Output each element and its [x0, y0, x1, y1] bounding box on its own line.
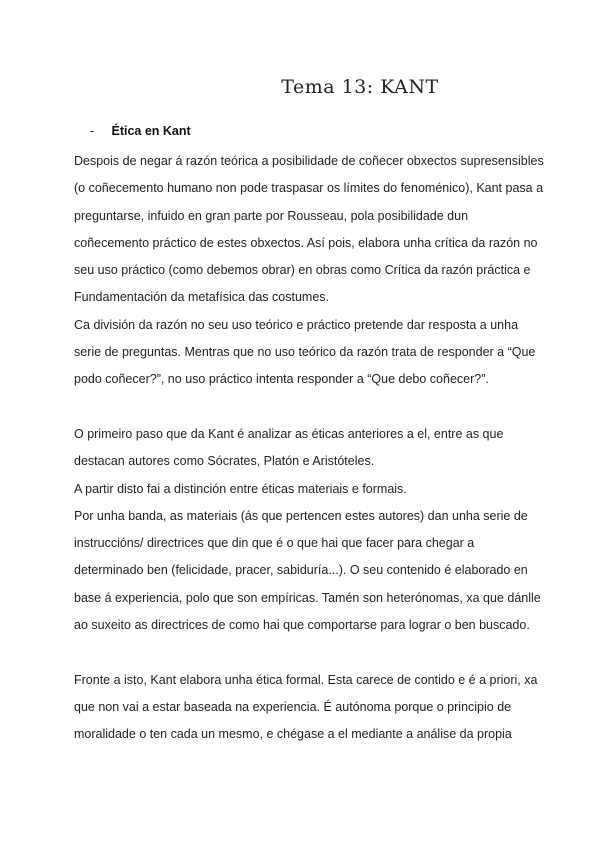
text-line: O primeiro paso que da Kant é analizar as éticas anteriores a el, entre as que	[74, 426, 504, 441]
paragraph-gap	[74, 394, 544, 421]
section-heading	[90, 124, 191, 138]
bullet-dash: -	[90, 124, 95, 138]
section-heading-text: Ética en Kant	[111, 124, 191, 138]
body-text	[74, 148, 544, 749]
text-line: serie de preguntas. Mentras que no uso teórico da razón trata de responder a “Que	[74, 345, 536, 360]
text-line: determinado ben (felicidade, pracer, sabiduría...). O seu contenido é elaborado en	[74, 563, 528, 578]
text-line: destacan autores como Sócrates, Platón e Aristóteles.	[74, 454, 375, 469]
text-line: Despois de negar á razón teórica a posibilidade de coñecer obxectos supresensibles	[74, 154, 544, 168]
text-line: podo coñecer?”, no uso práctico intenta responder a “Que debo coñecer?”.	[74, 372, 489, 387]
text-line: coñecemento práctico de estes obxectos. Así pois, elabora unha crítica da razón no	[74, 235, 538, 250]
text-line: que non vai a estar baseada na experiencia. É autónoma porque o principio de	[74, 699, 512, 714]
text-line: A partir disto fai a distinción entre éticas materiais e formais.	[74, 481, 407, 496]
text-line: instruccións/ directrices que din que é o que hai que facer para chegar a	[74, 536, 475, 551]
text-line: Por unha banda, as materiais (ás que pertencen estes autores) dan unha serie de	[74, 508, 528, 523]
text-line: Ca división da razón no seu uso teórico e práctico pretende dar resposta a unha	[74, 317, 519, 332]
text-line: base á experiencia, polo que son empíricas. Tamén son heterónomas, xa que dánlle	[74, 590, 541, 605]
text-line: (o coñecemento humano non pode traspasar os límites do fenoménico), Kant pasa a	[74, 181, 544, 196]
page-title: Tema 13: KANT	[281, 76, 439, 98]
text-line: moralidade o ten cada un mesmo, e chégase a el mediante a análise da propia	[74, 727, 512, 742]
text-line: preguntarse, infuido en gran parte por Rousseau, pola posibilidade dun	[74, 208, 469, 223]
text-line: ao suxeito as directrices de como hai que comportarse para lograr o ben buscado.	[74, 618, 530, 633]
text-line: seu uso práctico (como debemos obrar) en obras como Crítica da razón práctica e	[74, 263, 531, 278]
paragraph-gap	[74, 639, 544, 666]
text-line: Fundamentación da metafísica das costumes.	[74, 290, 329, 305]
text-line: Fronte a isto, Kant elabora unha ética formal. Esta carece de contido e é a priori, xa	[74, 672, 538, 687]
